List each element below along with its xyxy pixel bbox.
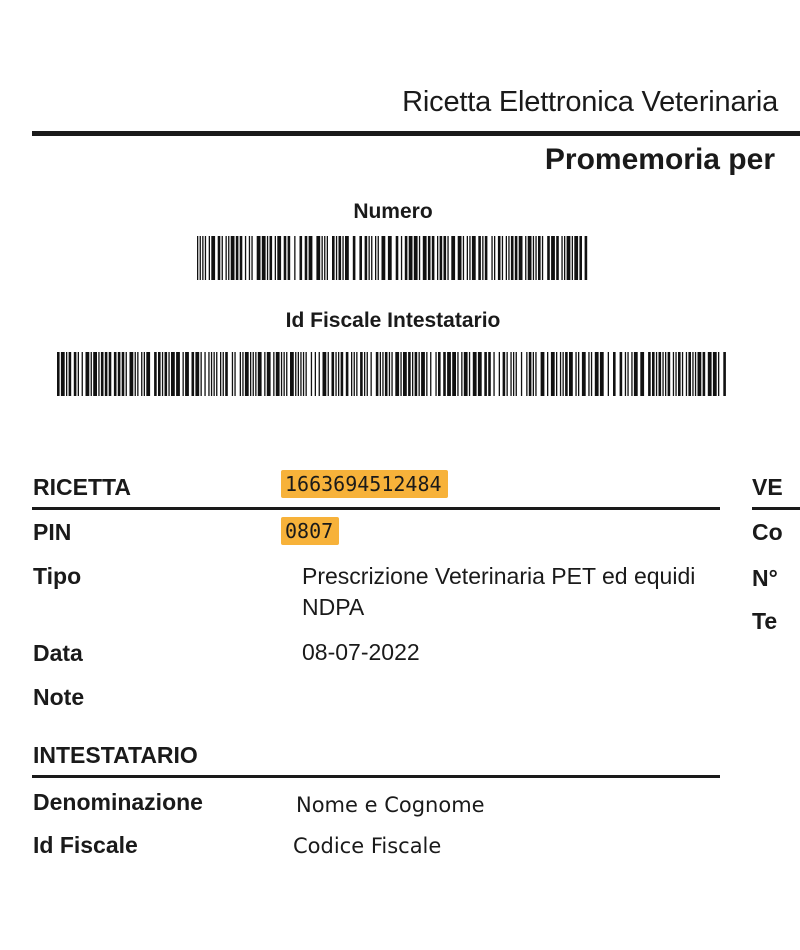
barcode-bar bbox=[412, 352, 413, 396]
barcode-bar bbox=[391, 352, 392, 396]
barcode-bar bbox=[582, 352, 586, 396]
id-fiscale-label: Id Fiscale bbox=[33, 832, 138, 858]
barcode-bar bbox=[565, 352, 568, 396]
barcode-bar bbox=[341, 352, 344, 396]
barcode-bar bbox=[154, 352, 157, 396]
barcode-bar bbox=[662, 352, 663, 396]
barcode-bar bbox=[176, 352, 180, 396]
barcode-bar bbox=[69, 352, 72, 396]
barcode-bar bbox=[542, 236, 543, 280]
barcode-bar bbox=[493, 352, 494, 396]
tipo-value: Prescrizione Veterinaria PET ed equidi NDPA bbox=[302, 563, 696, 620]
barcode-bar bbox=[473, 352, 477, 396]
barcode-bar bbox=[223, 352, 224, 396]
barcode-bar bbox=[262, 236, 266, 280]
barcode-bar bbox=[421, 352, 425, 396]
barcode-bar bbox=[428, 236, 431, 280]
barcode-bar bbox=[508, 236, 509, 280]
barcode-bar bbox=[409, 236, 413, 280]
intestatario-section-label: INTESTATARIO bbox=[33, 742, 198, 768]
barcode-bar bbox=[415, 352, 418, 396]
barcode-bar bbox=[122, 352, 125, 396]
barcode-bar bbox=[400, 352, 401, 396]
barcode-bar bbox=[575, 352, 576, 396]
barcode-bar bbox=[703, 352, 706, 396]
barcode-bar bbox=[419, 236, 420, 280]
barcode-bar bbox=[98, 352, 99, 396]
barcode-bar bbox=[561, 236, 562, 280]
barcode-bar bbox=[447, 236, 448, 280]
barcode-bar bbox=[137, 352, 138, 396]
barcode-bar bbox=[273, 352, 274, 396]
barcode-bar bbox=[270, 236, 273, 280]
barcode-bar bbox=[419, 352, 420, 396]
barcode-bar bbox=[351, 352, 352, 396]
barcode-bar bbox=[595, 352, 599, 396]
barcode-bar bbox=[183, 352, 184, 396]
barcode-bar bbox=[547, 236, 550, 280]
barcode-bar bbox=[525, 236, 526, 280]
barcode-bar bbox=[101, 352, 104, 396]
barcode-bar bbox=[634, 352, 638, 396]
barcode-bar bbox=[126, 352, 127, 396]
barcode-bar bbox=[332, 352, 335, 396]
barcode-bar bbox=[303, 352, 304, 396]
barcode-bar bbox=[300, 352, 301, 396]
barcode-bar bbox=[275, 236, 276, 280]
barcode-bar bbox=[359, 236, 362, 280]
barcode-bar bbox=[328, 352, 329, 396]
barcode-bar bbox=[403, 352, 407, 396]
barcode-bar bbox=[222, 236, 223, 280]
ricetta-section-label: RICETTA bbox=[33, 474, 131, 500]
barcode-bar bbox=[375, 236, 376, 280]
barcode-bar bbox=[205, 236, 206, 280]
barcode-bar bbox=[105, 352, 108, 396]
barcode-bar bbox=[467, 236, 468, 280]
barcode-bar bbox=[345, 236, 349, 280]
barcode-bar bbox=[74, 352, 77, 396]
barcode-bar bbox=[218, 236, 221, 280]
barcode-bar bbox=[309, 236, 313, 280]
data-label: Data bbox=[33, 640, 83, 666]
barcode-bar bbox=[665, 352, 666, 396]
barcode-bar bbox=[300, 236, 303, 280]
barcode-bar bbox=[686, 352, 687, 396]
barcode-bar bbox=[678, 352, 681, 396]
barcode-bar bbox=[346, 352, 349, 396]
barcode-bar bbox=[311, 352, 312, 396]
id-fiscale-barcode-label: Id Fiscale Intestatario bbox=[285, 309, 501, 332]
barcode-bar bbox=[204, 352, 205, 396]
barcode-bar bbox=[277, 236, 281, 280]
barcode-bar bbox=[323, 352, 327, 396]
barcode-bar bbox=[367, 352, 368, 396]
barcode-bar bbox=[335, 352, 336, 396]
barcode-bar bbox=[440, 236, 443, 280]
barcode-bar bbox=[214, 352, 215, 396]
barcode-bar bbox=[564, 236, 565, 280]
barcode-bar bbox=[551, 236, 555, 280]
barcode-bar bbox=[232, 352, 233, 396]
barcode-bar bbox=[656, 352, 657, 396]
barcode-bar bbox=[162, 352, 163, 396]
barcode-bar bbox=[364, 352, 365, 396]
barcode-bar bbox=[327, 236, 328, 280]
barcode-bar bbox=[228, 236, 229, 280]
right-row-1-label: Co bbox=[752, 519, 783, 545]
barcode-bar bbox=[458, 236, 462, 280]
barcode-bar bbox=[423, 236, 427, 280]
right-section-label: VE bbox=[752, 474, 783, 500]
barcode-bar bbox=[251, 236, 252, 280]
pin-value bbox=[281, 519, 339, 543]
barcode-bar bbox=[547, 352, 548, 396]
barcode-bar bbox=[82, 352, 83, 396]
barcode-bar bbox=[130, 352, 134, 396]
barcode-bar bbox=[478, 352, 482, 396]
barcode-bar bbox=[451, 236, 455, 280]
barcode-bar bbox=[461, 352, 462, 396]
barcode-bar bbox=[620, 352, 623, 396]
barcode-bar bbox=[521, 352, 522, 396]
barcode-bar bbox=[209, 236, 210, 280]
barcode-bar bbox=[447, 352, 451, 396]
barcode-bar bbox=[408, 352, 411, 396]
barcode-bar bbox=[432, 236, 435, 280]
id-fiscale-value: Codice Fiscale bbox=[293, 834, 442, 858]
barcode-bar bbox=[168, 352, 169, 396]
barcode-bar bbox=[563, 352, 564, 396]
barcode-bar bbox=[281, 352, 282, 396]
barcode-bar bbox=[86, 352, 90, 396]
barcode-bar bbox=[430, 352, 431, 396]
barcode-bar bbox=[231, 236, 235, 280]
barcode-bar bbox=[401, 236, 402, 280]
denominazione-label: Denominazione bbox=[33, 789, 203, 815]
barcode-bar bbox=[236, 236, 239, 280]
barcode-bar bbox=[294, 236, 295, 280]
barcode-bar bbox=[201, 352, 202, 396]
barcode-bar bbox=[208, 352, 209, 396]
barcode-bar bbox=[395, 352, 399, 396]
barcode-bar bbox=[591, 352, 592, 396]
barcode-bar bbox=[258, 352, 262, 396]
barcode-bar bbox=[286, 352, 287, 396]
barcode-bar bbox=[688, 352, 691, 396]
barcode-bar bbox=[506, 236, 507, 280]
barcode-bar bbox=[360, 352, 363, 396]
barcode-bar bbox=[378, 236, 379, 280]
barcode-bar bbox=[608, 352, 609, 396]
barcode-bar bbox=[499, 352, 500, 396]
barcode-bar bbox=[513, 352, 514, 396]
barcode-bar bbox=[356, 352, 357, 396]
barcode-bar bbox=[519, 236, 523, 280]
barcode-bar bbox=[338, 352, 339, 396]
barcode-bar bbox=[267, 352, 271, 396]
barcode-bar bbox=[240, 236, 243, 280]
barcode-bar bbox=[556, 352, 557, 396]
barcode-bar bbox=[109, 352, 112, 396]
barcode-bar bbox=[588, 352, 589, 396]
pin-label: PIN bbox=[33, 519, 72, 545]
barcode-bar bbox=[316, 236, 320, 280]
barcode-bar bbox=[723, 352, 726, 396]
barcode-bar bbox=[295, 352, 296, 396]
note-label: Note bbox=[33, 684, 85, 710]
barcode-bar bbox=[298, 352, 299, 396]
barcode-bar bbox=[389, 352, 390, 396]
barcode-bar bbox=[93, 352, 97, 396]
denominazione-value: Nome e Cognome bbox=[296, 793, 485, 817]
barcode-bar bbox=[556, 236, 559, 280]
barcode-bar bbox=[290, 352, 294, 396]
barcode-bar bbox=[305, 236, 308, 280]
barcode-bar bbox=[533, 352, 534, 396]
barcode-bar bbox=[380, 352, 381, 396]
barcode-bar bbox=[376, 352, 379, 396]
barcode-bar bbox=[245, 352, 249, 396]
barcode-bar bbox=[698, 352, 702, 396]
barcode-bar bbox=[66, 352, 67, 396]
barcode-bar bbox=[225, 352, 228, 396]
intestatario-divider bbox=[32, 775, 720, 778]
barcode-bar bbox=[197, 236, 198, 280]
header-divider bbox=[32, 131, 800, 136]
barcode-bar bbox=[146, 352, 150, 396]
barcode-bar bbox=[319, 352, 320, 396]
right-row-3-label: Te bbox=[752, 608, 778, 634]
barcode-bar bbox=[600, 352, 604, 396]
barcode-bar bbox=[253, 352, 254, 396]
barcode-bar bbox=[457, 352, 458, 396]
barcode-bar bbox=[249, 236, 250, 280]
barcode-bar bbox=[284, 352, 285, 396]
barcode-bar bbox=[498, 236, 501, 280]
barcode-bar bbox=[567, 236, 571, 280]
barcode-bar bbox=[211, 352, 212, 396]
barcode-bar bbox=[240, 352, 241, 396]
barcode-bar bbox=[574, 236, 578, 280]
barcode-bar bbox=[572, 236, 573, 280]
barcode-bar bbox=[216, 352, 217, 396]
barcode-bar bbox=[165, 352, 168, 396]
barcode-bar bbox=[631, 352, 632, 396]
barcode-bar bbox=[382, 236, 386, 280]
ricetta-divider bbox=[32, 507, 720, 510]
barcode-bar bbox=[551, 352, 555, 396]
barcode-bar bbox=[306, 352, 307, 396]
barcode-bar bbox=[61, 352, 65, 396]
barcode-bar bbox=[510, 352, 511, 396]
barcode-bar bbox=[144, 352, 145, 396]
document-title: Ricetta Elettronica Veterinaria bbox=[402, 86, 778, 118]
barcode-bar bbox=[276, 352, 280, 396]
barcode-bar bbox=[469, 352, 470, 396]
barcode-bar bbox=[171, 352, 175, 396]
document-subtitle: Promemoria per bbox=[544, 143, 775, 176]
barcode-bar bbox=[673, 352, 674, 396]
barcode-bar bbox=[578, 352, 579, 396]
barcode-bar bbox=[648, 352, 651, 396]
barcode-bar bbox=[141, 352, 142, 396]
barcode-bar bbox=[255, 352, 256, 396]
barcode-bar bbox=[485, 236, 488, 280]
barcode-bar bbox=[515, 236, 518, 280]
barcode-bar bbox=[211, 236, 215, 280]
barcode-bar bbox=[675, 352, 676, 396]
barcode-bar bbox=[405, 236, 408, 280]
barcode-bar bbox=[185, 352, 189, 396]
barcode-bar bbox=[695, 352, 696, 396]
barcode-bar bbox=[192, 352, 195, 396]
barcode-bar bbox=[220, 352, 221, 396]
barcode-bar bbox=[339, 236, 342, 280]
barcode-bar bbox=[627, 352, 628, 396]
barcode-bar bbox=[507, 352, 508, 396]
barcode-bar bbox=[245, 236, 246, 280]
barcode-bar bbox=[324, 236, 325, 280]
barcode-bar bbox=[708, 352, 712, 396]
barcode-bar bbox=[365, 236, 368, 280]
barcode-bar bbox=[371, 236, 372, 280]
barcode-bar bbox=[437, 236, 438, 280]
barcode-bar bbox=[502, 236, 503, 280]
barcode-bar bbox=[713, 352, 717, 396]
barcode-bar bbox=[242, 352, 243, 396]
barcode-bar bbox=[526, 352, 527, 396]
barcode-bar bbox=[264, 352, 265, 396]
barcode-bar bbox=[491, 236, 492, 280]
barcode-bar bbox=[464, 352, 468, 396]
ricetta-number bbox=[281, 472, 448, 496]
tipo-label: Tipo bbox=[33, 563, 82, 589]
barcode-bar bbox=[234, 352, 235, 396]
barcode-bar bbox=[288, 236, 291, 280]
barcode-bar bbox=[484, 352, 487, 396]
barcode-bar bbox=[267, 236, 268, 280]
barcode-bar bbox=[200, 236, 201, 280]
barcode-bar bbox=[494, 236, 495, 280]
barcode-bar bbox=[533, 236, 534, 280]
barcode-bar bbox=[511, 236, 514, 280]
barcode-bar bbox=[226, 236, 227, 280]
barcode-bar bbox=[396, 236, 399, 280]
right-section-divider bbox=[752, 507, 800, 510]
barcode-bar bbox=[78, 352, 79, 396]
barcode-bar bbox=[202, 236, 203, 280]
barcode-bar bbox=[382, 352, 383, 396]
barcode-bar bbox=[354, 352, 355, 396]
pin-highlight: 0807 bbox=[281, 517, 339, 545]
barcode-bar bbox=[528, 236, 532, 280]
barcode-bar bbox=[414, 236, 418, 280]
barcode-bar bbox=[541, 352, 545, 396]
barcode-bar bbox=[668, 352, 671, 396]
ricetta-number-highlight: 1663694512484 bbox=[281, 470, 448, 498]
numero-barcode bbox=[197, 236, 592, 280]
barcode-bar bbox=[332, 236, 335, 280]
barcode-bar bbox=[535, 352, 536, 396]
barcode-bar bbox=[488, 352, 491, 396]
barcode-bar bbox=[114, 352, 117, 396]
barcode-bar bbox=[659, 352, 662, 396]
barcode-bar bbox=[682, 352, 683, 396]
barcode-bar bbox=[257, 236, 261, 280]
barcode-bar bbox=[452, 352, 456, 396]
numero-barcode-label: Numero bbox=[353, 200, 433, 223]
barcode-bar bbox=[336, 236, 337, 280]
barcode-bar bbox=[57, 352, 60, 396]
barcode-bar bbox=[444, 236, 447, 280]
barcode-bar bbox=[443, 352, 446, 396]
barcode-bar bbox=[469, 236, 470, 280]
barcode-bar bbox=[503, 352, 506, 396]
barcode-bar bbox=[371, 352, 372, 396]
barcode-bar bbox=[158, 352, 161, 396]
barcode-bar bbox=[369, 236, 370, 280]
barcode-bar bbox=[472, 236, 476, 280]
barcode-bar bbox=[538, 236, 541, 280]
data-value: 08-07-2022 bbox=[302, 639, 420, 665]
barcode-bar bbox=[315, 352, 316, 396]
barcode-bar bbox=[718, 352, 719, 396]
barcode-bar bbox=[585, 236, 588, 280]
barcode-bar bbox=[435, 352, 436, 396]
barcode-bar bbox=[463, 236, 464, 280]
barcode-bar bbox=[516, 352, 517, 396]
barcode-bar bbox=[385, 352, 388, 396]
barcode-bar bbox=[342, 236, 343, 280]
barcode-bar bbox=[692, 352, 693, 396]
barcode-bar bbox=[569, 352, 573, 396]
barcode-bar bbox=[560, 352, 561, 396]
barcode-bar bbox=[625, 352, 626, 396]
barcode-bar bbox=[613, 352, 616, 396]
id-fiscale-barcode bbox=[57, 352, 731, 396]
barcode-bar bbox=[353, 236, 356, 280]
barcode-bar bbox=[195, 352, 199, 396]
barcode-bar bbox=[118, 352, 121, 396]
barcode-bar bbox=[438, 352, 441, 396]
barcode-bar bbox=[529, 352, 532, 396]
barcode-bar bbox=[426, 352, 427, 396]
right-row-2-label: N° bbox=[752, 565, 778, 591]
barcode-bar bbox=[478, 236, 481, 280]
barcode-bar bbox=[91, 352, 92, 396]
barcode-bar bbox=[652, 352, 655, 396]
barcode-bar bbox=[250, 352, 251, 396]
barcode-bar bbox=[640, 352, 644, 396]
barcode-bar bbox=[322, 236, 323, 280]
barcode-bar bbox=[284, 236, 287, 280]
barcode-bar bbox=[579, 236, 582, 280]
barcode-bar bbox=[535, 236, 536, 280]
barcode-bar bbox=[388, 236, 392, 280]
barcode-bar bbox=[135, 352, 136, 396]
barcode-bar bbox=[482, 236, 483, 280]
